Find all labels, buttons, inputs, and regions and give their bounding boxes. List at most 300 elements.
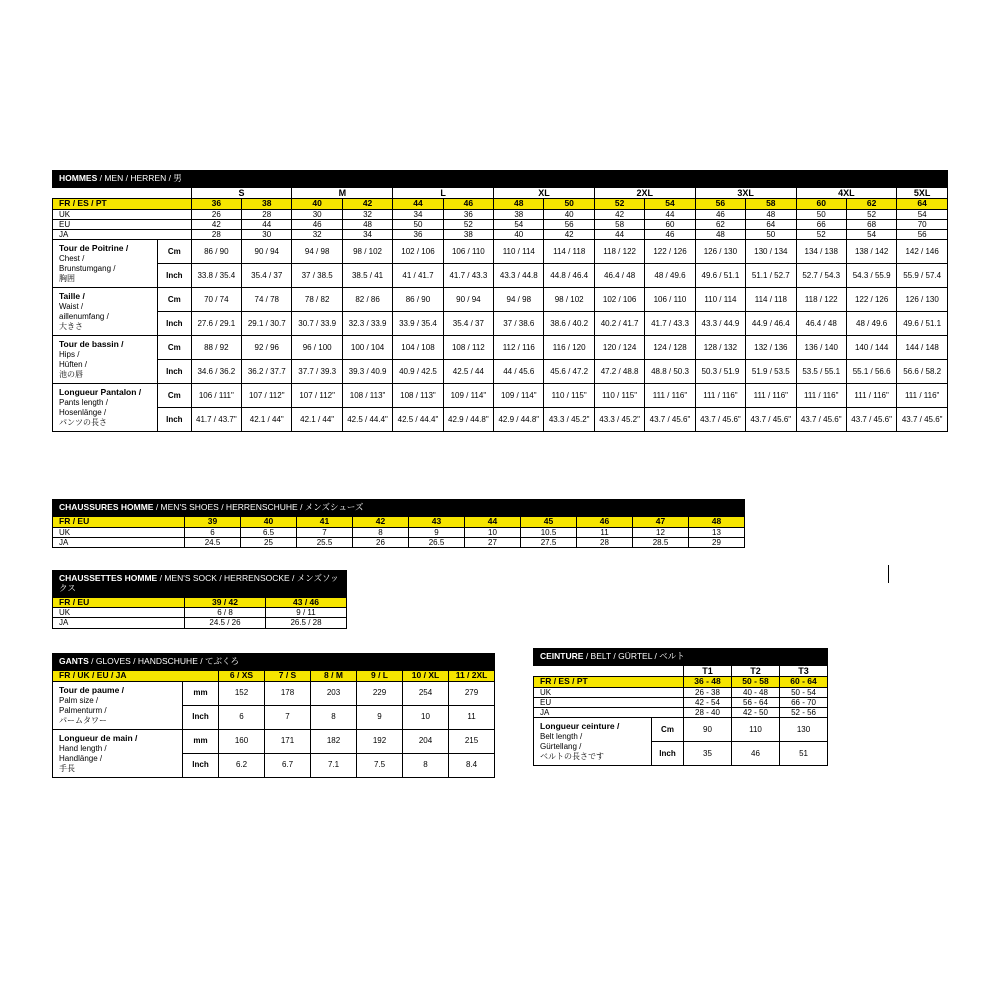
- cell: 26 - 38: [684, 687, 732, 697]
- cell: 8.4: [449, 753, 495, 777]
- cell: 90: [684, 718, 732, 742]
- cell: 62: [695, 220, 745, 230]
- measure-name-en: Hand length /: [59, 743, 107, 753]
- belt-title-bold: CEINTURE: [540, 651, 584, 661]
- cell: 110: [732, 718, 780, 742]
- unit-cm: Cm: [158, 288, 192, 312]
- cell: 94 / 98: [494, 288, 544, 312]
- cell: 26: [353, 537, 409, 547]
- table-row: [53, 220, 948, 230]
- cell: 50 - 54: [780, 687, 828, 697]
- cell: 142 / 146: [897, 240, 948, 264]
- spacer-cell: [534, 665, 652, 676]
- cell: 132 / 136: [746, 336, 796, 360]
- cell: 6 / 8: [185, 608, 266, 618]
- measure-name-fr: Longueur Pantalon /: [59, 387, 142, 398]
- cell: 36: [443, 209, 493, 219]
- men-fr-value: 54: [645, 199, 695, 210]
- socks-fr-label: FR / EU: [53, 597, 185, 608]
- cell: 46.4 / 48: [796, 312, 846, 336]
- cell: 106 / 110: [443, 240, 493, 264]
- shoes-title-rest: / MEN'S SHOES / HERRENSCHUHE / メンズシューズ: [155, 502, 364, 512]
- socks-row-label: JA: [53, 618, 185, 628]
- table-row: [534, 708, 828, 718]
- cell: 122 / 126: [846, 288, 896, 312]
- cell: 38: [443, 230, 493, 240]
- spacer-cell: [53, 187, 158, 198]
- cell: 36.2 / 37.7: [242, 360, 292, 384]
- cell: 26: [191, 209, 241, 219]
- cell: 50: [393, 220, 443, 230]
- cell: 182: [311, 729, 357, 753]
- cell: 108 / 113": [342, 384, 392, 408]
- measure-label-waist: [53, 288, 158, 336]
- cell: 24.5: [185, 537, 241, 547]
- table-row: [53, 729, 495, 753]
- shoes-fr-value: 48: [689, 516, 745, 527]
- cell: 110 / 114: [494, 240, 544, 264]
- cell: 64: [746, 220, 796, 230]
- spacer-cell: [158, 187, 192, 198]
- cell: 111 / 116": [746, 384, 796, 408]
- cell: 136 / 140: [796, 336, 846, 360]
- cell: 118 / 122: [796, 288, 846, 312]
- cell: 82 / 86: [342, 288, 392, 312]
- cell: 47.2 / 48.8: [594, 360, 644, 384]
- belt-row-label: UK: [534, 687, 684, 697]
- unit-cm: Cm: [158, 336, 192, 360]
- gloves-fr-value: 8 / M: [311, 670, 357, 681]
- cell: 111 / 116": [645, 384, 695, 408]
- cell: 70 / 74: [191, 288, 241, 312]
- belt-table-header: [534, 649, 828, 666]
- socks-fr-value: 39 / 42: [185, 597, 266, 608]
- cell: 8: [403, 753, 449, 777]
- unit-cm: Cm: [652, 718, 684, 742]
- cell: 100 / 104: [342, 336, 392, 360]
- shoes-title-bold: CHAUSSURES HOMME: [59, 502, 154, 512]
- spacer-cell: [652, 665, 684, 676]
- measure-name-fr: Longueur ceinture /: [540, 721, 620, 732]
- cell: 42: [191, 220, 241, 230]
- cell: 144 / 148: [897, 336, 948, 360]
- measure-name-en: Chest /: [59, 254, 85, 264]
- cell: 104 / 108: [393, 336, 443, 360]
- unit-inch: Inch: [158, 360, 192, 384]
- cell: 111 / 116": [695, 384, 745, 408]
- measure-name-en: Pants length /: [59, 398, 108, 408]
- cell: 229: [357, 681, 403, 705]
- cell: 44: [594, 230, 644, 240]
- belt-fr-value: 36 - 48: [684, 677, 732, 688]
- cell: 90 / 94: [242, 240, 292, 264]
- cell: 114 / 118: [746, 288, 796, 312]
- table-row: [534, 718, 828, 742]
- gloves-title-bold: GANTS: [59, 656, 89, 666]
- cell: 50: [796, 209, 846, 219]
- cell: 43.3 / 44.9: [695, 312, 745, 336]
- men-fr-value: 50: [544, 199, 594, 210]
- measure-name-fr: Tour de paume /: [59, 684, 125, 695]
- cell: 7.1: [311, 753, 357, 777]
- table-row: [534, 698, 828, 708]
- men-fr-value: 40: [292, 199, 342, 210]
- men-row-label: JA: [53, 230, 192, 240]
- cell: 112 / 116: [494, 336, 544, 360]
- men-row-label: UK: [53, 209, 192, 219]
- table-row: [53, 608, 347, 618]
- cell: 107 / 112": [292, 384, 342, 408]
- cell: 56: [897, 230, 948, 240]
- cell: 74 / 78: [242, 288, 292, 312]
- men-fr-value: 56: [695, 199, 745, 210]
- cell: 50.3 / 51.9: [695, 360, 745, 384]
- men-size-group-row: [53, 187, 948, 198]
- cell: 48: [695, 230, 745, 240]
- cell: 43.3 / 45.2": [544, 408, 594, 432]
- men-fr-label: FR / ES / PT: [53, 199, 192, 210]
- cell: 49.6 / 51.1: [695, 264, 745, 288]
- page-tick-mark: [888, 565, 889, 583]
- cell: 8: [311, 705, 357, 729]
- cell: 24.5 / 26: [185, 618, 266, 628]
- cell: 34.6 / 36.2: [191, 360, 241, 384]
- cell: 50: [746, 230, 796, 240]
- cell: 86 / 90: [393, 288, 443, 312]
- cell: 43.7 / 45.6": [695, 408, 745, 432]
- cell: 32.3 / 33.9: [342, 312, 392, 336]
- shoes-row-label: UK: [53, 527, 185, 537]
- cell: 128 / 132: [695, 336, 745, 360]
- cell: 42.1 / 44": [242, 408, 292, 432]
- measure-label-hips: [53, 336, 158, 384]
- measure-name-de: Hüften /: [59, 360, 88, 370]
- cell: 28: [191, 230, 241, 240]
- gloves-title-rest: / GLOVES / HANDSCHUHE / てぶくろ: [91, 656, 239, 666]
- cell: 8: [353, 527, 409, 537]
- cell: 44: [645, 209, 695, 219]
- shoes-fr-value: 45: [521, 516, 577, 527]
- cell: 40.9 / 42.5: [393, 360, 443, 384]
- unit-inch: Inch: [183, 705, 219, 729]
- gloves-fr-value: 10 / XL: [403, 670, 449, 681]
- measure-name-de: Hosenlänge /: [59, 408, 107, 418]
- shoes-fr-value: 44: [465, 516, 521, 527]
- cell: 160: [219, 729, 265, 753]
- unit-inch: Inch: [158, 264, 192, 288]
- cell: 41.7 / 43.3: [645, 312, 695, 336]
- belt-fr-label: FR / ES / PT: [534, 677, 684, 688]
- cell: 41 / 41.7: [393, 264, 443, 288]
- cell: 48: [746, 209, 796, 219]
- cell: 6: [219, 705, 265, 729]
- cell: 254: [403, 681, 449, 705]
- men-fr-value: 44: [393, 199, 443, 210]
- cell: 111 / 116": [897, 384, 948, 408]
- measure-label-belt-length: [534, 718, 652, 766]
- measure-label-pants-length: [53, 384, 158, 432]
- cell: 111 / 116": [796, 384, 846, 408]
- cell: 110 / 115": [544, 384, 594, 408]
- cell: 7: [265, 705, 311, 729]
- measure-name-de: Gürtellang /: [540, 742, 582, 752]
- cell: 98 / 102: [544, 288, 594, 312]
- belt-fr-value: 60 - 64: [780, 677, 828, 688]
- cell: 120 / 124: [594, 336, 644, 360]
- cell: 38.6 / 40.2: [544, 312, 594, 336]
- gloves-fr-value: 7 / S: [265, 670, 311, 681]
- mens-shoes-table: [52, 499, 745, 548]
- cell: 54: [897, 209, 948, 219]
- cell: 42.5 / 44.4": [342, 408, 392, 432]
- cell: 48.8 / 50.3: [645, 360, 695, 384]
- measure-name-ja: 池の唇: [59, 370, 83, 380]
- cell: 33.8 / 35.4: [191, 264, 241, 288]
- measure-name-en: Hips /: [59, 350, 80, 360]
- cell: 56: [544, 220, 594, 230]
- men-fr-value: 60: [796, 199, 846, 210]
- cell: 46: [695, 209, 745, 219]
- cell: 58: [594, 220, 644, 230]
- socks-table-header: [53, 571, 347, 598]
- men-title-rest: / MEN / HERREN / 男: [99, 173, 182, 183]
- cell: 40: [544, 209, 594, 219]
- cell: 30: [292, 209, 342, 219]
- cell: 178: [265, 681, 311, 705]
- cell: 46: [732, 742, 780, 766]
- gloves-fr-row: [53, 670, 495, 681]
- cell: 192: [357, 729, 403, 753]
- measure-name-ja: 胸囲: [59, 274, 75, 284]
- cell: 43.3 / 45.2": [594, 408, 644, 432]
- cell: 108 / 112: [443, 336, 493, 360]
- cell: 88 / 92: [191, 336, 241, 360]
- cell: 28 - 40: [684, 708, 732, 718]
- cell: 140 / 144: [846, 336, 896, 360]
- cell: 27: [465, 537, 521, 547]
- cell: 107 / 112": [242, 384, 292, 408]
- socks-fr-value: 43 / 46: [266, 597, 347, 608]
- men-fr-value: 58: [746, 199, 796, 210]
- socks-title-bold: CHAUSSETTES HOMME: [59, 573, 158, 583]
- cell: 122 / 126: [645, 240, 695, 264]
- table-row: [53, 360, 948, 384]
- belt-tier-t1: T1: [684, 665, 732, 676]
- table-row: [53, 408, 948, 432]
- table-row: [53, 527, 745, 537]
- cell: 35.4 / 37: [443, 312, 493, 336]
- size-group-2xl: 2XL: [594, 187, 695, 198]
- cell: 11: [449, 705, 495, 729]
- unit-inch: Inch: [183, 753, 219, 777]
- cell: 38: [494, 209, 544, 219]
- measure-label-chest: [53, 240, 158, 288]
- cell: 32: [292, 230, 342, 240]
- cell: 40: [494, 230, 544, 240]
- gloves-table-header: [53, 654, 495, 671]
- size-group-xl: XL: [494, 187, 595, 198]
- cell: 34: [342, 230, 392, 240]
- cell: 118 / 122: [594, 240, 644, 264]
- cell: 55.9 / 57.4: [897, 264, 948, 288]
- cell: 48: [342, 220, 392, 230]
- measure-name-de: Brunstumgang /: [59, 264, 116, 274]
- unit-cm: Cm: [158, 384, 192, 408]
- cell: 35.4 / 37: [242, 264, 292, 288]
- cell: 60: [645, 220, 695, 230]
- shoes-fr-value: 46: [577, 516, 633, 527]
- size-group-s: S: [191, 187, 292, 198]
- cell: 52: [443, 220, 493, 230]
- cell: 98 / 102: [342, 240, 392, 264]
- cell: 37 / 38.5: [292, 264, 342, 288]
- cell: 10: [465, 527, 521, 537]
- cell: 78 / 82: [292, 288, 342, 312]
- shoes-row-label: JA: [53, 537, 185, 547]
- table-row: [53, 312, 948, 336]
- table-row: [53, 288, 948, 312]
- cell: 46: [645, 230, 695, 240]
- unit-cm: Cm: [158, 240, 192, 264]
- table-row: [53, 209, 948, 219]
- cell: 43.7 / 45.6": [645, 408, 695, 432]
- cell: 42 - 50: [732, 708, 780, 718]
- cell: 124 / 128: [645, 336, 695, 360]
- cell: 109 / 114": [494, 384, 544, 408]
- mens-socks-table: [52, 570, 347, 629]
- cell: 7.5: [357, 753, 403, 777]
- measure-name-ja: パンツの長さ: [59, 418, 107, 428]
- cell: 94 / 98: [292, 240, 342, 264]
- table-row: [53, 681, 495, 705]
- cell: 42.9 / 44.8": [494, 408, 544, 432]
- cell: 126 / 130: [695, 240, 745, 264]
- measure-name-de: Palmenturm /: [59, 705, 107, 715]
- measure-name-ja: ベルトの長さです: [540, 752, 604, 762]
- measure-name-en: Palm size /: [59, 695, 99, 705]
- cell: 43.7 / 45.6": [846, 408, 896, 432]
- measure-name-en: Waist /: [59, 302, 84, 312]
- cell: 9 / 11: [266, 608, 347, 618]
- cell: 53.5 / 55.1: [796, 360, 846, 384]
- cell: 34: [393, 209, 443, 219]
- belt-row-label: JA: [534, 708, 684, 718]
- table-row: [53, 537, 745, 547]
- table-row: [534, 687, 828, 697]
- cell: 28: [577, 537, 633, 547]
- cell: 42.9 / 44.8": [443, 408, 493, 432]
- table-row: [53, 264, 948, 288]
- size-group-5xl: 5XL: [897, 187, 948, 198]
- cell: 6.7: [265, 753, 311, 777]
- gloves-fr-value: 6 / XS: [219, 670, 265, 681]
- shoes-fr-label: FR / EU: [53, 516, 185, 527]
- cell: 86 / 90: [191, 240, 241, 264]
- cell: 48 / 49.6: [645, 264, 695, 288]
- men-title-bold: HOMMES: [59, 173, 98, 183]
- cell: 41.7 / 43.7": [191, 408, 241, 432]
- unit-inch: Inch: [158, 312, 192, 336]
- men-table-header: [53, 171, 948, 188]
- measure-name-ja: 手長: [59, 763, 75, 773]
- measure-name-ja: 大きさ: [59, 322, 83, 332]
- cell: 171: [265, 729, 311, 753]
- table-row: [53, 230, 948, 240]
- cell: 92 / 96: [242, 336, 292, 360]
- unit-mm: mm: [183, 729, 219, 753]
- cell: 44.8 / 46.4: [544, 264, 594, 288]
- cell: 49.6 / 51.1: [897, 312, 948, 336]
- cell: 42: [544, 230, 594, 240]
- table-row: [53, 336, 948, 360]
- shoes-fr-value: 39: [185, 516, 241, 527]
- cell: 27.5: [521, 537, 577, 547]
- cell: 43.7 / 45.6": [746, 408, 796, 432]
- cell: 10: [403, 705, 449, 729]
- cell: 116 / 120: [544, 336, 594, 360]
- cell: 96 / 100: [292, 336, 342, 360]
- cell: 7: [297, 527, 353, 537]
- shoes-fr-value: 47: [633, 516, 689, 527]
- measure-name-de: Handlänge /: [59, 753, 103, 763]
- cell: 11: [577, 527, 633, 537]
- cell: 46.4 / 48: [594, 264, 644, 288]
- cell: 30.7 / 33.9: [292, 312, 342, 336]
- cell: 25.5: [297, 537, 353, 547]
- gloves-fr-value: 9 / L: [357, 670, 403, 681]
- belt-fr-value: 50 - 58: [732, 677, 780, 688]
- men-size-table: [52, 170, 948, 432]
- cell: 42.5 / 44.4": [393, 408, 443, 432]
- cell: 152: [219, 681, 265, 705]
- cell: 13: [689, 527, 745, 537]
- gloves-fr-label: FR / UK / EU / JA: [53, 670, 219, 681]
- cell: 106 / 110: [645, 288, 695, 312]
- shoes-fr-value: 41: [297, 516, 353, 527]
- men-fr-value: 36: [191, 199, 241, 210]
- size-group-4xl: 4XL: [796, 187, 897, 198]
- cell: 37 / 38.6: [494, 312, 544, 336]
- measure-name-fr: Taille /: [59, 291, 85, 302]
- cell: 55.1 / 56.6: [846, 360, 896, 384]
- cell: 134 / 138: [796, 240, 846, 264]
- cell: 130: [780, 718, 828, 742]
- cell: 43.7 / 45.6": [796, 408, 846, 432]
- measure-name-ja: パームタワー: [59, 715, 107, 725]
- shoes-table-header: [53, 500, 745, 517]
- belt-tier-t2: T2: [732, 665, 780, 676]
- cell: 43.7 / 45.6": [897, 408, 948, 432]
- cell: 33.9 / 35.4: [393, 312, 443, 336]
- belt-fr-row: [534, 677, 828, 688]
- measure-name-fr: Longueur de main /: [59, 732, 138, 743]
- men-fr-value: 46: [443, 199, 493, 210]
- gloves-table: [52, 653, 495, 778]
- shoes-fr-value: 40: [241, 516, 297, 527]
- cell: 52.7 / 54.3: [796, 264, 846, 288]
- cell: 51: [780, 742, 828, 766]
- belt-title-rest: / BELT / GÜRTEL / ベルト: [585, 651, 685, 661]
- men-fr-value: 64: [897, 199, 948, 210]
- men-fr-value: 62: [846, 199, 896, 210]
- cell: 109 / 114": [443, 384, 493, 408]
- cell: 110 / 115": [594, 384, 644, 408]
- belt-tier-t3: T3: [780, 665, 828, 676]
- cell: 12: [633, 527, 689, 537]
- cell: 66 - 70: [780, 698, 828, 708]
- cell: 36: [393, 230, 443, 240]
- cell: 46: [292, 220, 342, 230]
